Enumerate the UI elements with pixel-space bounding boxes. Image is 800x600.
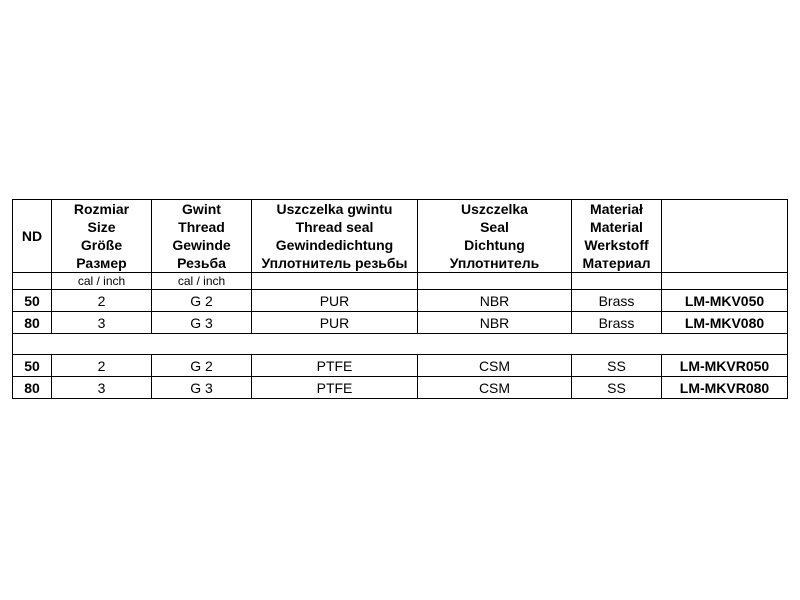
header-seal-pl: Uszczelka — [461, 201, 528, 217]
header-material-en: Material — [590, 219, 643, 235]
thread-cell: G 2 — [152, 355, 252, 377]
material-cell: SS — [572, 355, 662, 377]
header-material-pl: Materiał — [590, 201, 643, 217]
table-row — [13, 377, 788, 399]
table-row — [13, 290, 788, 312]
seal-cell: NBR — [418, 312, 572, 334]
seal-cell: NBR — [418, 290, 572, 312]
header-size — [52, 200, 152, 273]
size-cell: 3 — [52, 312, 152, 334]
size-cell: 2 — [52, 290, 152, 312]
header-code — [662, 200, 788, 273]
product-code-cell: LM-MKVR080 — [662, 377, 788, 399]
header-material-ru: Материал — [582, 255, 651, 271]
product-spec-table — [12, 199, 788, 399]
header-seal-en: Seal — [480, 219, 509, 235]
header-thread-seal-pl: Uszczelka gwintu — [276, 201, 393, 217]
header-material — [572, 200, 662, 273]
seal-cell: CSM — [418, 355, 572, 377]
unit-cell: cal / inch — [52, 273, 152, 290]
nd-cell: 50 — [13, 355, 52, 377]
spacer-row — [13, 334, 788, 355]
nd-cell: 80 — [13, 377, 52, 399]
header-seal-ru: Уплотнитель — [449, 255, 540, 271]
material-cell: Brass — [572, 290, 662, 312]
header-thread-seal — [252, 200, 418, 273]
nd-cell: 50 — [13, 290, 52, 312]
seal-cell: CSM — [418, 377, 572, 399]
spacer-cell — [13, 334, 788, 355]
header-thread — [152, 200, 252, 273]
thread-seal-cell: PUR — [252, 312, 418, 334]
header-seal — [418, 200, 572, 273]
header-material-de: Werkstoff — [584, 237, 649, 253]
material-cell: SS — [572, 377, 662, 399]
header-thread-seal-en: Thread seal — [295, 219, 374, 235]
product-code-cell: LM-MKV050 — [662, 290, 788, 312]
header-size-ru: Размер — [76, 255, 127, 271]
thread-cell: G 3 — [152, 377, 252, 399]
header-size-en: Size — [87, 219, 116, 235]
size-cell: 2 — [52, 355, 152, 377]
table-row — [13, 355, 788, 377]
product-code-cell: LM-MKVR050 — [662, 355, 788, 377]
thread-cell: G 2 — [152, 290, 252, 312]
header-size-pl: Rozmiar — [73, 201, 130, 217]
material-cell: Brass — [572, 312, 662, 334]
table-row — [13, 312, 788, 334]
header-thread-ru: Резьба — [177, 255, 226, 271]
unit-cell — [662, 273, 788, 290]
nd-cell: 80 — [13, 312, 52, 334]
size-cell: 3 — [52, 377, 152, 399]
units-row — [13, 273, 788, 290]
table-header-row — [13, 200, 788, 273]
unit-cell — [418, 273, 572, 290]
header-nd — [13, 200, 52, 273]
thread-seal-cell: PUR — [252, 290, 418, 312]
product-code-cell: LM-MKV080 — [662, 312, 788, 334]
header-thread-en: Thread — [178, 219, 225, 235]
header-seal-de: Dichtung — [464, 237, 525, 253]
unit-cell — [572, 273, 662, 290]
header-thread-seal-de: Gewindedichtung — [275, 237, 394, 253]
unit-cell — [13, 273, 52, 290]
unit-cell: cal / inch — [152, 273, 252, 290]
header-nd-label: ND — [21, 228, 43, 244]
unit-cell — [252, 273, 418, 290]
header-thread-pl: Gwint — [182, 201, 221, 217]
thread-seal-cell: PTFE — [252, 355, 418, 377]
header-size-de: Größe — [80, 237, 123, 253]
thread-cell: G 3 — [152, 312, 252, 334]
header-thread-de: Gewinde — [172, 237, 231, 253]
header-thread-seal-ru: Уплотнитель резьбы — [261, 255, 408, 271]
thread-seal-cell: PTFE — [252, 377, 418, 399]
